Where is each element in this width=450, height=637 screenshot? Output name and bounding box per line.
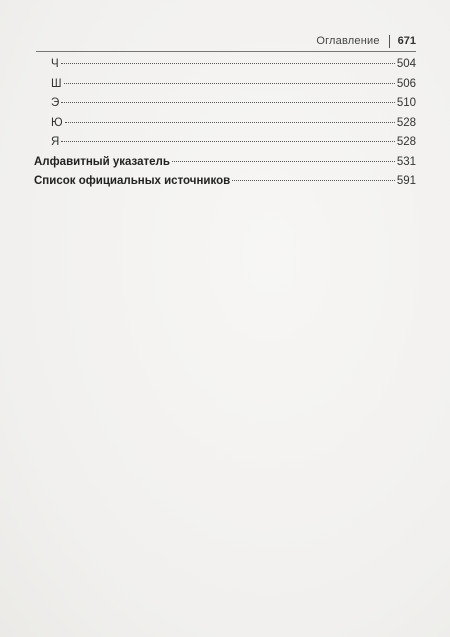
toc-entry-label: Ю <box>51 116 63 129</box>
toc-leader-dots <box>61 141 395 142</box>
toc-entry-official-sources[interactable] <box>34 175 416 195</box>
toc-entry-label: Алфавитный указатель <box>34 155 170 168</box>
toc-entry-page: 504 <box>396 58 416 70</box>
toc-entry-page: 506 <box>396 77 416 90</box>
toc-entry-page: 510 <box>396 97 416 109</box>
toc-leader-dots <box>61 63 395 64</box>
toc-entry-alphabetical-index[interactable] <box>34 156 416 176</box>
toc-entry-label: Я <box>51 136 60 148</box>
toc-leader-dots <box>61 102 395 103</box>
toc-entry-page: 528 <box>396 136 416 148</box>
toc-entry-ya[interactable] <box>34 136 416 156</box>
toc-entry-page: 591 <box>396 175 416 187</box>
toc-entry-label: Ч <box>51 58 59 70</box>
toc-entry-ch[interactable] <box>34 58 416 78</box>
toc-leader-dots <box>64 83 395 84</box>
toc-entry-sh[interactable] <box>34 78 416 98</box>
header-separator <box>389 35 390 48</box>
toc-entry-label: Список официальных источников <box>34 175 231 187</box>
toc-entry-page: 528 <box>396 116 416 129</box>
running-header-title: Оглавление <box>316 35 380 47</box>
header-rule <box>36 51 416 52</box>
table-of-contents <box>34 58 416 195</box>
page-number: 671 <box>397 35 416 47</box>
toc-leader-dots <box>232 180 395 181</box>
toc-entry-e[interactable] <box>34 97 416 117</box>
toc-entry-yu[interactable] <box>34 117 416 137</box>
toc-entry-page: 531 <box>396 155 416 168</box>
toc-entry-label: Ш <box>51 77 62 90</box>
toc-leader-dots <box>65 122 395 123</box>
toc-entry-label: Э <box>51 97 60 109</box>
running-header <box>36 34 416 48</box>
toc-leader-dots <box>172 161 395 162</box>
